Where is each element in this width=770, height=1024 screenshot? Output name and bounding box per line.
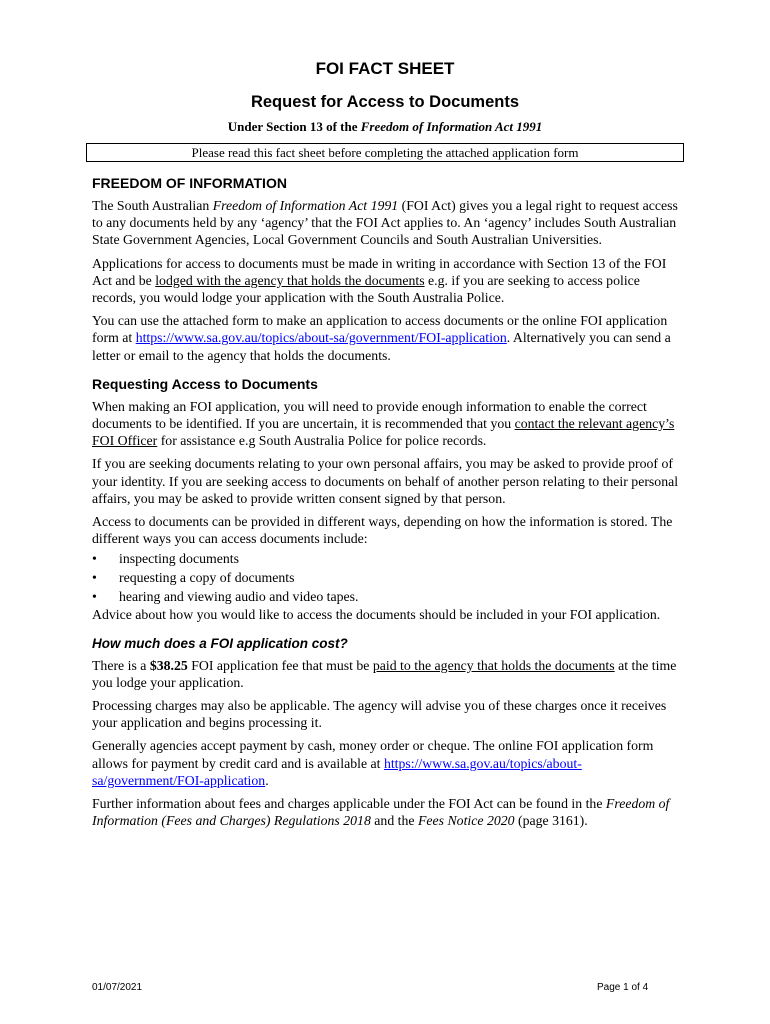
list-item <box>92 549 682 568</box>
regulation-title: Freedom of Information (Fees and Charges) Regulations 2018 <box>92 796 670 829</box>
paragraph <box>92 737 682 789</box>
access-methods-list <box>92 549 682 606</box>
paragraph: If you are seeking documents relating to your own personal affairs, you may be asked to provide proof of your identity. If you are seeking access to documents on behalf of another person relating to their personal affairs, you may be asked to provide written consent signed by that person. <box>92 456 679 506</box>
bullet: • <box>92 551 97 567</box>
notice-box: Please read this fact sheet before completing the attached application form <box>86 143 684 162</box>
paragraph <box>92 398 682 450</box>
paragraph: Access to documents can be provided in different ways, depending on how the information is stored. The different ways you can access documents include: <box>92 514 673 547</box>
text-run: e.g. if you are seeking to access police records, you would lodge your application with the South Australia Police. <box>92 272 640 306</box>
text-run: Applications for access to documents must be made in writing in accordance with Section 13 of the FOI Act and be <box>92 255 667 288</box>
list-item <box>92 587 682 606</box>
fees-notice-title: Fees Notice 2020 <box>417 813 515 829</box>
underlined-text: contact the relevant agency’s FOI Officer <box>92 416 675 449</box>
section-heading-requesting-access: Requesting Access to Documents <box>92 375 318 392</box>
paragraph: Processing charges may also be applicable. The agency will advise you of these charges once it receives your application and begins processing it. <box>92 698 667 731</box>
underlined-text: lodged with the agency that holds the documents <box>155 272 425 288</box>
text-run: FOI application fee that must be <box>187 657 373 673</box>
bullet: • <box>92 589 97 605</box>
text-run: When making an FOI application, you will need to provide enough information to enable the correct documents to be identified. If you are uncertain, it is recommended that you <box>92 398 647 432</box>
text-run: (FOI Act) gives you a legal right to request access to any documents held by any ‘agency’ that the FOI Act applies to. An ‘agency’ includes South Australian State Government Agencies, Local Government Councils and South Australian Universities. <box>92 198 678 248</box>
page-title: FOI FACT SHEET <box>315 59 455 78</box>
text-run: . <box>265 772 269 788</box>
text-run: There is a <box>92 657 150 673</box>
text-run: You can use the attached form to make an application to access documents or the online FOI application form at <box>92 313 668 346</box>
text-run: and the <box>370 813 418 829</box>
list-item <box>92 568 682 587</box>
text-run: . Alternatively you can send a letter or email to the agency that holds the documents. <box>92 330 671 363</box>
foi-application-link[interactable]: https://www.sa.gov.au/topics/about-sa/government/FOI-application <box>135 330 507 346</box>
paragraph <box>92 657 682 691</box>
footer-date: 01/07/2021 <box>92 982 143 993</box>
fee-amount: $38.25 <box>149 657 188 673</box>
paragraph <box>92 795 682 829</box>
act-reference-title: Freedom of Information Act 1991 <box>360 119 543 134</box>
text-run: The South Australian <box>92 198 213 213</box>
text-run: Generally agencies accept payment by cash, money order or cheque. The online FOI application form allows for payment by credit card and is available at <box>92 738 654 771</box>
act-reference-prefix: Under Section 13 of the <box>227 119 361 134</box>
section-heading-cost: How much does a FOI application cost? <box>92 635 348 651</box>
foi-application-link[interactable]: https://www.sa.gov.au/topics/about-sa/government/FOI-application <box>92 755 582 788</box>
section-heading-freedom-of-information: FREEDOM OF INFORMATION <box>92 175 287 191</box>
list-item-text: requesting a copy of documents <box>119 570 295 586</box>
paragraph <box>92 197 682 249</box>
main-content <box>92 175 682 835</box>
act-reference <box>0 119 770 135</box>
text-run: (page 3161). <box>514 813 588 829</box>
text-run: at the time you lodge your application. <box>92 657 677 690</box>
list-item-text: inspecting documents <box>119 551 239 567</box>
footer-page-number: Page 1 of 4 <box>597 982 649 993</box>
text-run: for assistance e.g South Australia Police for police records. <box>157 433 487 449</box>
bullet: • <box>92 570 97 586</box>
underlined-text: paid to the agency that holds the documents <box>372 657 615 673</box>
paragraph: Advice about how you would like to access the documents should be included in your FOI application. <box>92 607 661 623</box>
list-item-text: hearing and viewing audio and video tapes. <box>119 589 359 605</box>
act-title: Freedom of Information Act 1991 <box>212 198 399 213</box>
page-subtitle: Request for Access to Documents <box>250 93 520 111</box>
paragraph <box>92 255 682 307</box>
text-run: Further information about fees and charges applicable under the FOI Act can be found in the <box>92 796 606 812</box>
paragraph <box>92 312 682 364</box>
